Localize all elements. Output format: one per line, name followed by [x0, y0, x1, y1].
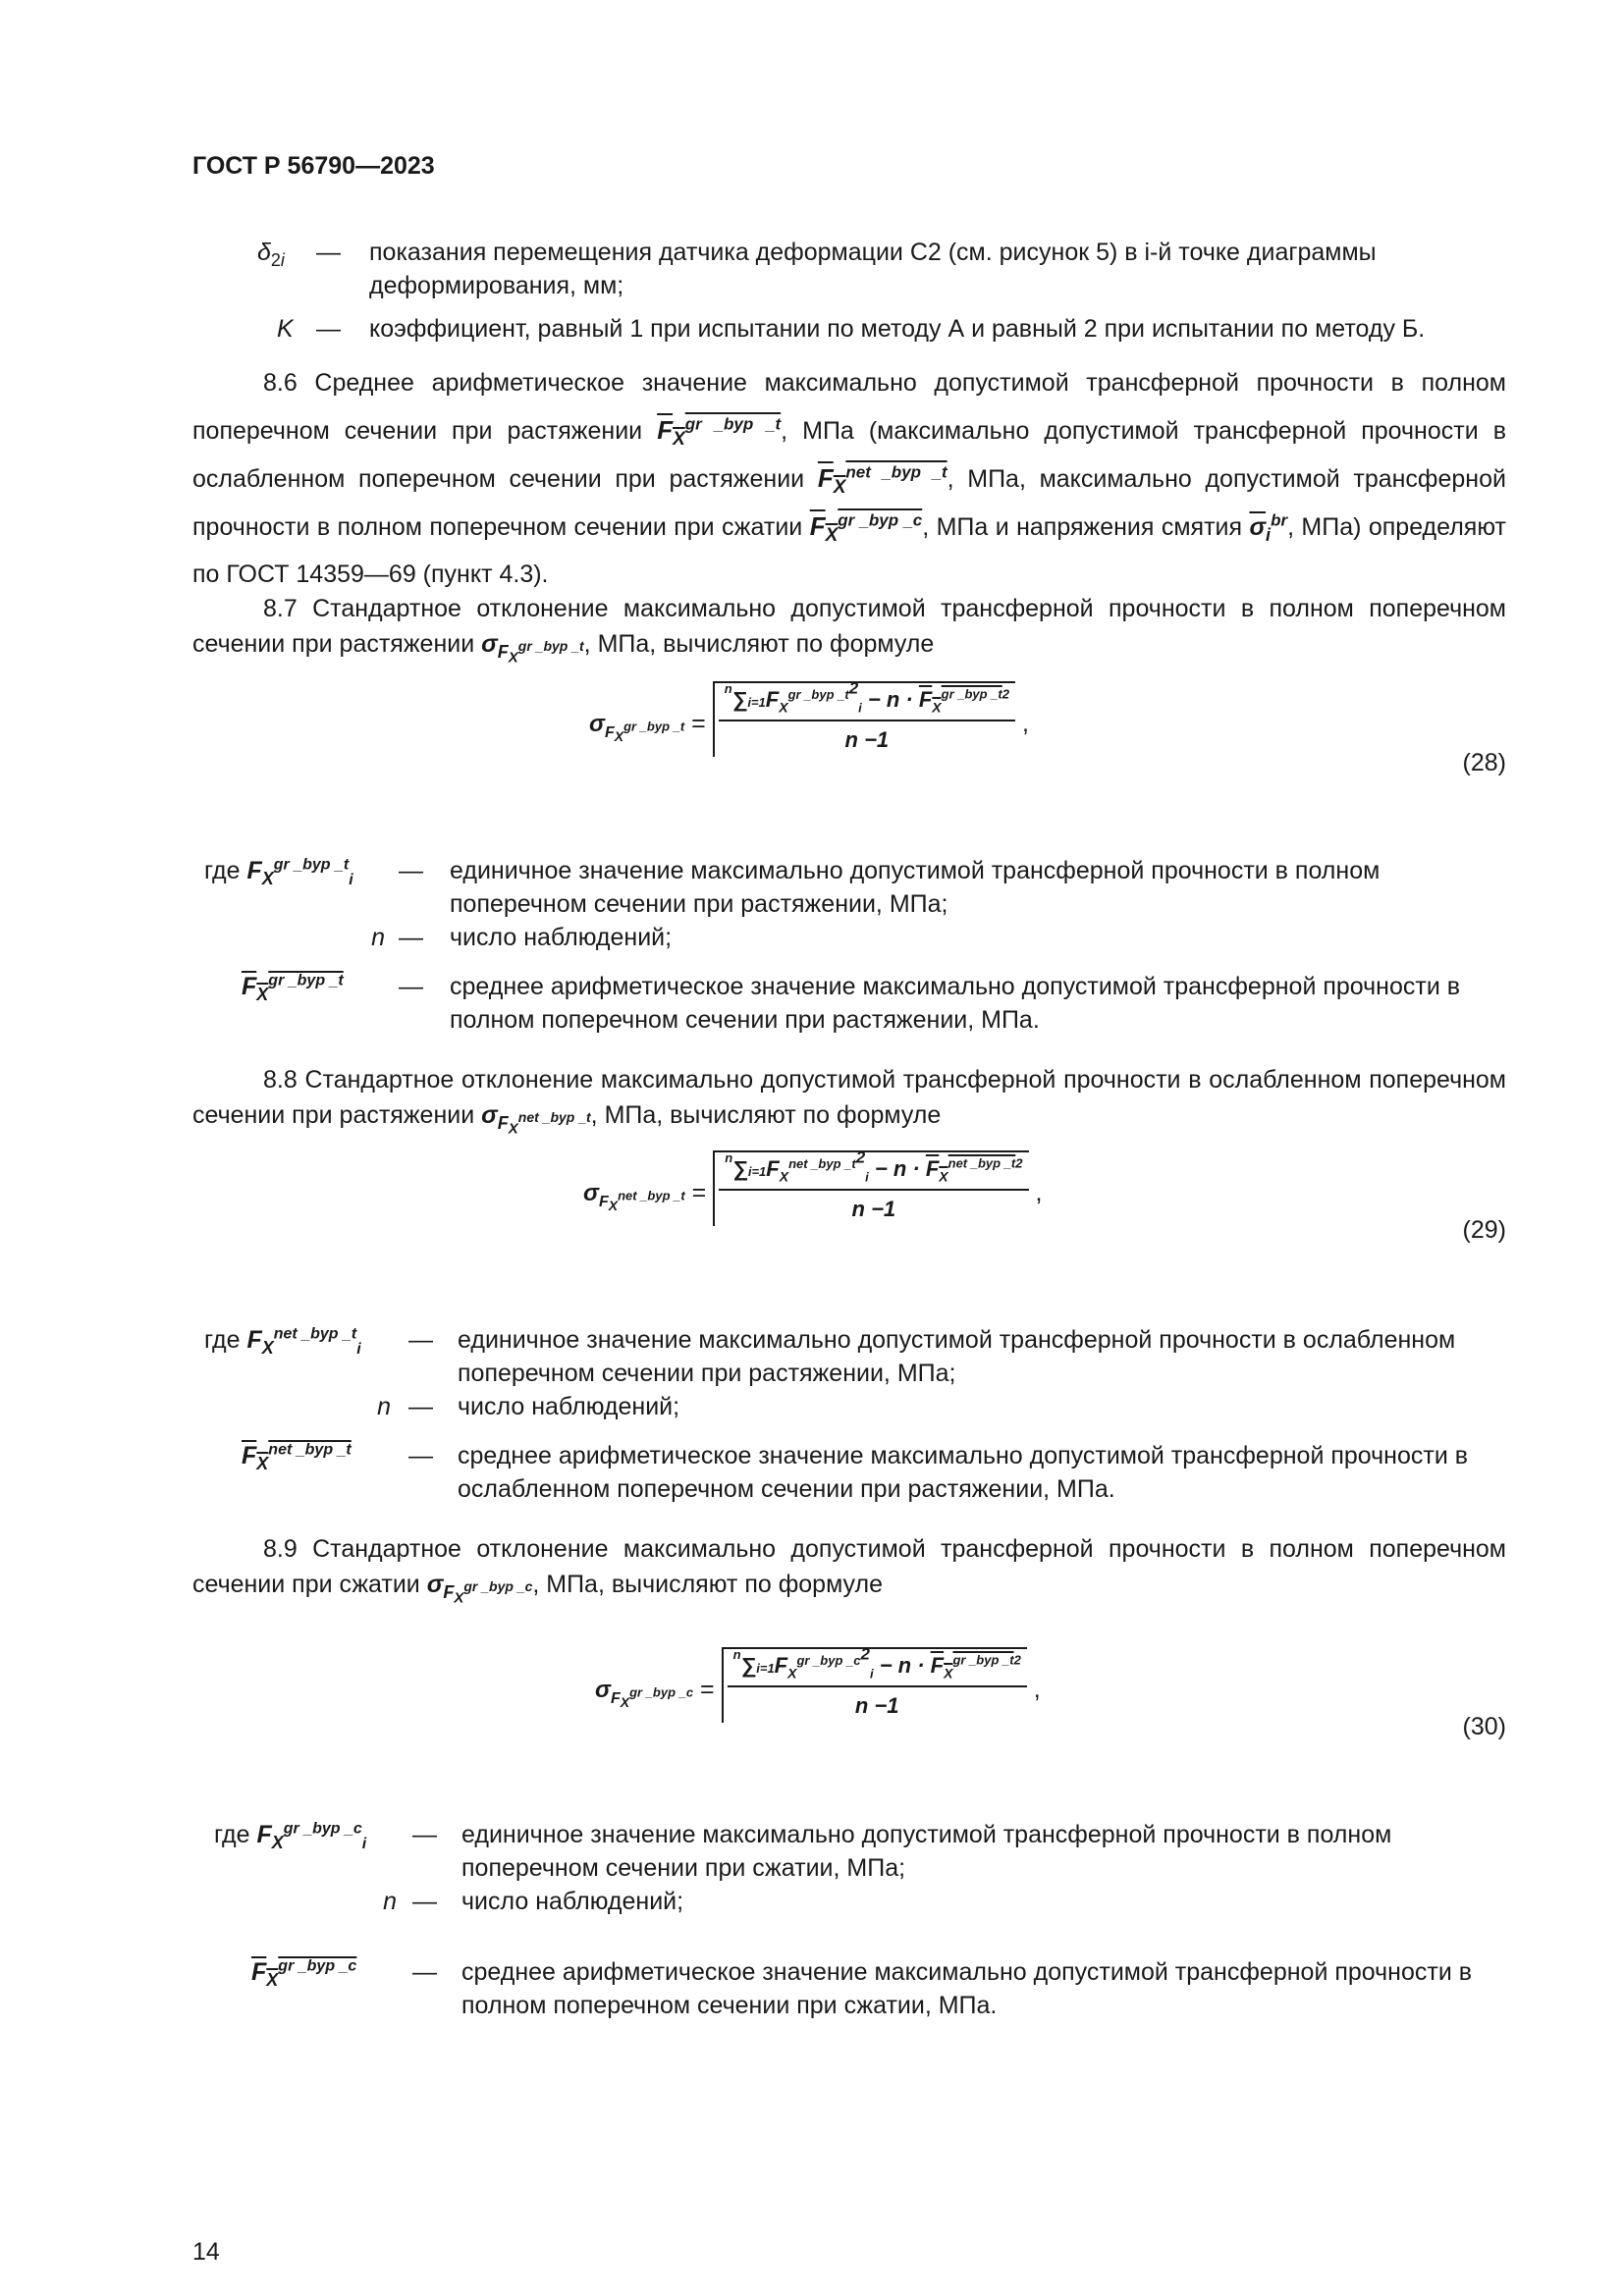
def-text: единичное значение максимально допустимой трансферной прочности в ослабленном поперечном сечении при растяжении, МПа;: [458, 1326, 1456, 1387]
def-text: показания перемещения датчика деформации C2 (см. рисунок 5) в i-й точке диаграммы деформирования, мм;: [369, 239, 1377, 299]
def-dash: —: [408, 1442, 433, 1469]
symbol-f-net-byp-t: $F_X^{net \_byp \_t}$: [817, 462, 947, 499]
def-text: число наблюдений;: [450, 924, 673, 951]
def-dash: —: [399, 973, 423, 1000]
formula-28: $\sigma_{F_X^{gr \_byp \_t}}$ = $\frac{^n\sum i=1F_X^{gr \_byp \_t^2}_i - n \cdot F_X^{gr \_byp \_t2}}{n -1}$ ,: [589, 687, 1029, 763]
def-text: среднее арифметическое значение максимально допустимой трансферной прочности в ослабленном поперечном сечении при растяжении, МПа.: [458, 1442, 1469, 1503]
page-header: ГОСТ Р 56790—2023: [192, 152, 435, 180]
def-dash: —: [316, 315, 341, 343]
def-text: среднее арифметическое значение максимально допустимой трансферной прочности в полном поперечном сечении при растяжении, МПа.: [450, 973, 1461, 1034]
def-text: коэффициент, равный 1 при испытании по методу А и равный 2 при испытании по методу Б.: [369, 315, 1426, 343]
def-symbol: n: [377, 1393, 391, 1420]
def-dash: —: [412, 1958, 437, 1986]
para-8-8: 8.8 Стандартное отклонение максимально допустимой трансферной прочности в ослабленном поперечном сечении при растяжении $\sigma_{F_X^{net \_byp \_t}}$, МПа, вычисляют по формуле: [192, 1066, 1506, 1138]
def-dash: —: [316, 239, 341, 266]
symbol-sigma-f-net-byp-t: $\sigma_{F_X^{net \_byp \_t}}$: [481, 1101, 591, 1138]
para-8-9: 8.9 Стандартное отклонение максимально допустимой трансферной прочности в полном поперечном сечении при сжатии $\sigma_{F_X^{gr \_byp \_c}}$, МПа, вычисляют по формуле: [192, 1535, 1506, 1607]
def-symbol: $F_X^{net \_byp \_t}$: [242, 1441, 352, 1473]
page-number: 14: [192, 2238, 220, 2266]
symbol-f-gr-byp-t: $F_X^{gr \_byp \_t}$: [657, 414, 782, 451]
sqrt: $\frac{^n\sum i=1F_X^{net \_byp \_t^2}_i - n \cdot F_X^{net \_byp \_t2}}{n -1}$: [713, 1150, 1028, 1226]
def-symbol: $F_X^{gr \_byp \_t}$: [242, 972, 344, 1004]
def-text: число наблюдений;: [461, 1888, 684, 1915]
def-dash: —: [399, 924, 423, 951]
def-symbol: n: [383, 1888, 397, 1915]
def-text: число наблюдений;: [458, 1393, 680, 1420]
def-dash: —: [408, 1393, 433, 1420]
def-symbol: где $F_X^{gr \_byp \_t}_i$: [204, 856, 353, 888]
def-symbol: где $F_X^{gr \_byp \_c}_i$: [214, 1820, 367, 1852]
def-dash: —: [412, 1888, 437, 1915]
def-symbol: n: [371, 924, 385, 951]
def-text: единичное значение максимально допустимой трансферной прочности в полном поперечном сечении при сжатии, МПа;: [461, 1821, 1392, 1882]
def-symbol: K: [277, 315, 294, 343]
def-text: среднее арифметическое значение максимально допустимой трансферной прочности в полном поперечном сечении при сжатии, МПа.: [461, 1958, 1473, 2019]
def-dash: —: [412, 1821, 437, 1848]
equation-number-28: (28): [1462, 749, 1506, 776]
formula-30: $\sigma_{F_X^{gr \_byp \_c}}$ = $\frac{^n\sum i=1F_X^{gr \_byp \_c^2}_i - n \cdot F_X^{gr \_byp \_t2}}{n -1}$ ,: [595, 1653, 1041, 1729]
symbol-f-gr-byp-c: $F_X^{gr \_byp \_c}$: [809, 510, 923, 547]
symbol-sigma-br: $\overline{\sigma}_i^{br}$: [1249, 510, 1288, 545]
symbol-sigma-f-gr-byp-c: $\sigma_{F_X^{gr \_byp \_c}}$: [426, 1571, 533, 1607]
formula-29: $\sigma_{F_X^{net \_byp \_t}}$ = $\frac{^n\sum i=1F_X^{net \_byp \_t^2}_i - n \cdot F_X^{net \_byp \_t2}}{n -1}$ ,: [583, 1156, 1042, 1232]
symbol-sigma-f-gr-byp-t: $\sigma_{F_X^{gr \_byp \_t}}$: [481, 630, 584, 667]
para-8-7: 8.7 Стандартное отклонение максимально допустимой трансферной прочности в полном поперечном сечении при растяжении $\sigma_{F_X^{gr \_byp \_t}}$, МПа, вычисляют по формуле: [192, 595, 1506, 667]
para-8-6: 8.6 Среднее арифметическое значение максимально допустимой трансферной прочности в полном поперечном сечении при растяжении $F_X^{gr \_byp \_t}$, МПа (максимально допустимой трансферной прочности в ослабленном поперечном сечении при растяжении $F_X^{net \_byp \_t}$, МПа, максимально допустимой трансферной прочности в полном поперечном сечении при сжатии $F_X^{gr \_byp \_c}$, МПа и напряжения смятия $\overline{\sigma}_i^{br}$, МПа) определяют по ГОСТ 14359—69 (пункт 4.3).: [192, 369, 1506, 588]
def-symbol: где $F_X^{net \_byp \_t}_i$: [204, 1325, 361, 1358]
def-dash: —: [399, 857, 423, 884]
equation-number-30: (30): [1462, 1713, 1506, 1740]
def-text: единичное значение максимально допустимой трансферной прочности в полном поперечном сечении при растяжении, МПа;: [450, 857, 1380, 918]
def-symbol: $\delta_{2i}$: [257, 239, 285, 270]
equation-number-29: (29): [1462, 1216, 1506, 1244]
def-symbol: $F_X^{gr \_byp \_c}$: [251, 1957, 357, 1990]
def-dash: —: [408, 1326, 433, 1354]
sqrt: $\frac{^n\sum i=1F_X^{gr \_byp \_c^2}_i - n \cdot F_X^{gr \_byp \_t2}}{n -1}$: [722, 1647, 1027, 1723]
sqrt: $\frac{^n\sum i=1F_X^{gr \_byp \_t^2}_i - n \cdot F_X^{gr \_byp \_t2}}{n -1}$: [713, 681, 1015, 757]
